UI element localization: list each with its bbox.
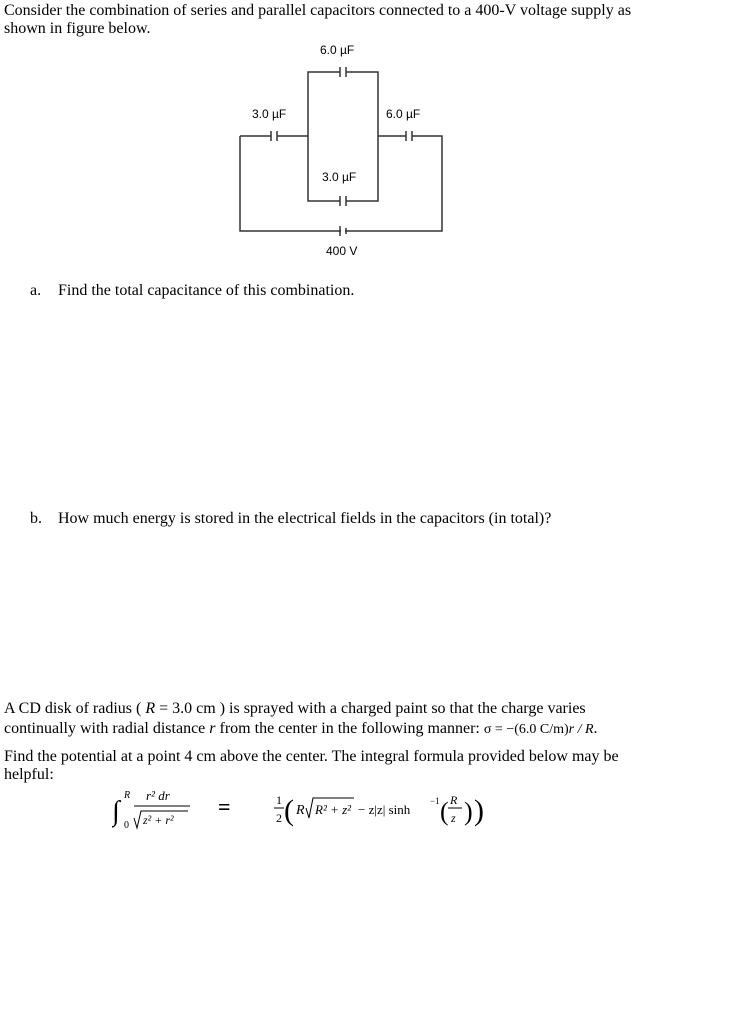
top-branch-wire — [308, 72, 378, 136]
integral-upper: R — [124, 790, 131, 801]
label-c-top: 6.0 µF — [320, 43, 355, 57]
integrand-denominator: z² + r² — [143, 813, 174, 827]
inner-fraction-denominator: z — [451, 811, 456, 825]
inner-fraction-numerator: R — [450, 793, 458, 807]
middle-branch-wire — [308, 136, 378, 201]
equals-sign: = — [218, 794, 231, 819]
intro-line-1: Consider the combination of series and parallel capacitors connected to a 400-V voltage supply as — [4, 2, 632, 19]
middle-capacitor-plates — [340, 196, 346, 206]
integrand-numerator: r² dr — [146, 788, 170, 803]
label-voltage: 400 V — [326, 244, 358, 258]
disk-l1-math-R: R — [145, 700, 156, 717]
integral-formula — [112, 786, 512, 842]
question-b — [30, 510, 552, 528]
question-a — [30, 282, 355, 300]
disk-sigma-tail: r / R — [568, 722, 594, 737]
label-c-right: 6.0 µF — [386, 107, 421, 121]
sqrt-argument: R² + z² — [315, 802, 352, 817]
integral-sign: ∫ — [112, 796, 120, 827]
inverse-superscript: −1 — [430, 796, 440, 806]
intro-line-2: shown in figure below. — [4, 20, 151, 37]
disk-l1a: A CD disk of radius ( — [4, 700, 142, 717]
battery-gap — [341, 225, 345, 237]
disk-l1-eq: = 3.0 cm — [155, 700, 216, 717]
disk-l2-r: r — [209, 720, 216, 737]
question-a-text: Find the total capacitance of this combination. — [58, 282, 355, 299]
capacitor-circuit-diagram — [230, 36, 460, 266]
label-c-left: 3.0 µF — [252, 107, 287, 121]
top-capacitor-plates — [340, 67, 346, 77]
integral-lower: 0 — [124, 820, 129, 831]
inner-right-paren: ) — [464, 797, 473, 826]
inner-left-paren: ( — [440, 797, 449, 826]
disk-line-3: Find the potential at a point 4 cm above the center. The integral formula provided below may be — [4, 748, 619, 765]
term-R: R — [296, 803, 305, 818]
half-numerator: 1 — [276, 793, 282, 807]
disk-line-4: helpful: — [4, 766, 54, 783]
disk-l1b: ) is sprayed with a charged paint so that the charge varies — [219, 700, 586, 717]
left-capacitor-plates — [271, 131, 277, 141]
label-c-mid: 3.0 µF — [322, 170, 357, 184]
right-paren: ) — [474, 794, 484, 827]
left-paren: ( — [284, 794, 294, 827]
question-a-label: a. — [30, 282, 42, 299]
disk-l2b: from the center in the following manner: — [215, 720, 484, 737]
disk-l2a: continually with radial distance — [4, 720, 210, 737]
half-denominator: 2 — [276, 811, 282, 825]
minus-term: − z|z| sinh — [358, 802, 411, 817]
disk-line-2: continually with radial distance r from the center in the following manner: σ = −(6.0 C/m)r / R. — [4, 720, 598, 737]
question-b-text: How much energy is stored in the electrical fields in the capacitors (in total)? — [58, 510, 552, 527]
right-capacitor-plates — [406, 131, 412, 141]
disk-line-1 — [4, 700, 586, 718]
question-b-label: b. — [30, 510, 42, 527]
disk-sigma: σ = −(6.0 C/m) — [483, 722, 569, 737]
